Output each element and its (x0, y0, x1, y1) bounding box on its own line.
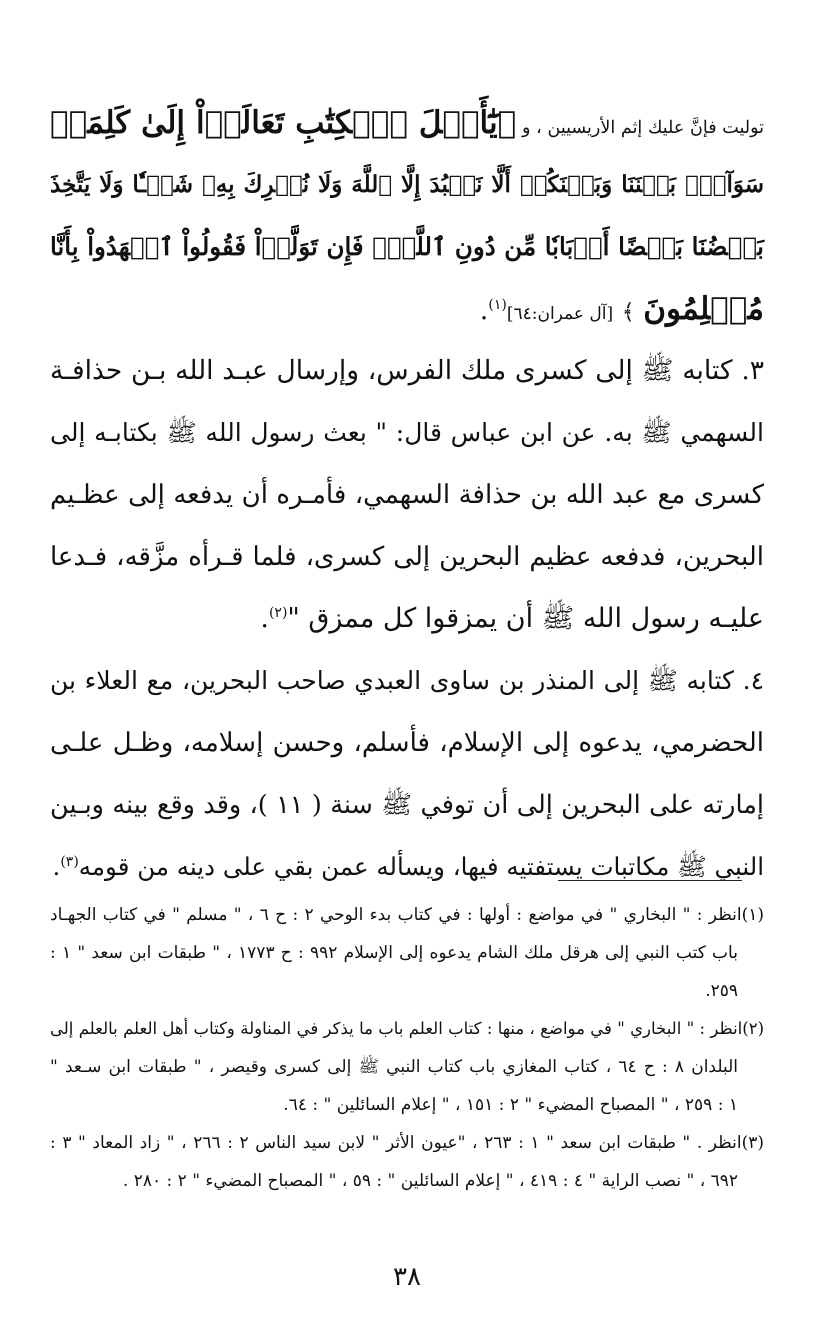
quran-verse-text: ﴿يَٰٓأَهۡلَ ٱلۡكِتَٰبِ تَعَالَوۡاْ إِلَىٰ كَلِمَةٖ (50, 105, 517, 141)
footnote-separator (558, 880, 742, 881)
line-text: عليـه رسول الله ﷺ أن يمزقوا كل ممزق " (287, 603, 764, 634)
footnote-line: البلدان ٨ : ح ٦٤ ، كتاب المغازي باب كتاب النبي ﷺ إلى كسرى وقيصر ، " طبقات ابن سـعد " (50, 1057, 738, 1077)
intro-text: توليت فإنَّ عليك إثم الأريسيين ، و (521, 118, 764, 138)
quran-verse-text: مُسۡلِمُونَ (643, 291, 764, 327)
quran-close-bracket: ﴾ (621, 300, 635, 325)
quran-verse-line: بَعۡضُنَا بَعۡضًا أَرۡبَابٗا مِّن دُونِ ٱللَّهِۚ فَإِن تَوَلَّوۡاْ فَقُولُواْ ٱشۡهَدُواْ بِأَنَّا (50, 232, 764, 261)
sentence-end: . (52, 852, 61, 881)
footnote-line: باب كتب النبي إلى هرقل ملك الشام يدعوه إلى الإسلام ٩٩٢ : ح ١٧٧٣ ، " طبقات ابن سعد " ١ : (50, 943, 738, 963)
footnote-line: (٣)انظر . " طبقات ابن سعد " ١ : ٢٦٣ ، "عيون الأثر " لابن سيد الناس ٢ : ٢٦٦ ، " زاد المعاد " ٣ : (50, 1133, 765, 1153)
page-number: ٣٨ (393, 1262, 421, 1292)
footnote-marker[interactable]: (١) (488, 297, 507, 313)
text-line: السهمي ﷺ به. عن ابن عباس قال: " بعث رسول الله ﷺ بكتابـه إلى (50, 418, 764, 447)
quran-verse-line: سَوَآءِۭ بَيۡنَنَا وَبَيۡنَكُمۡ أَلَّا نَعۡبُدَ إِلَّا ٱللَّهَ وَلَا نُشۡرِكَ بِهِۦ شَيۡـٔٗا وَلَا يَتَّخِذَ (50, 171, 764, 198)
line-text: النبي ﷺ مكاتبات يستفتيه فيها، ويسأله عمن بقي على دينه من قومه (78, 852, 764, 881)
main-text (50, 92, 764, 898)
footnote-3 (50, 1124, 764, 1200)
footnote-marker[interactable]: (٣) (60, 853, 79, 870)
sentence-end: . (260, 603, 269, 634)
text-line: ٣. كتابه ﷺ إلى كسرى ملك الفرس، وإرسال عبـد الله بـن حذافـة (50, 355, 764, 386)
footnote-1 (50, 896, 764, 1010)
footnote-line: ٢٥٩. (705, 981, 738, 1001)
text-line (50, 836, 764, 898)
text-line (50, 92, 764, 154)
verse-reference: [آل عمران:٦٤] (506, 304, 614, 324)
text-line: البحرين، فدفعه عظيم البحرين إلى كسرى، فلما قـرأه مزَّقه، فـدعا (50, 542, 764, 572)
footnotes-section (50, 896, 764, 1200)
text-line: الحضرمي، يدعوه إلى الإسلام، فأسلم، وحسن إسلامه، وظـل علـى (50, 728, 764, 758)
text-line: كسرى مع عبد الله بن حذافة السهمي، فأمـره أن يدفعه إلى عظـيم (50, 480, 764, 510)
paragraph-item-3 (50, 340, 764, 650)
text-line: ٤. كتابه ﷺ إلى المنذر بن ساوى العبدي صاحب البحرين، مع العلاء بن (50, 666, 764, 695)
sentence-end: . (479, 295, 489, 326)
footnote-line: (٢)انظر : " البخاري " في مواضع ، منها : كتاب العلم باب ما يذكر في المناولة وكتاب أهل العلم بالعلم إلى (50, 1019, 764, 1038)
text-line (50, 278, 764, 340)
paragraph-item-4 (50, 650, 764, 898)
paragraph-quran-citation (50, 92, 764, 340)
footnote-line: (١)انظر : " البخاري " في مواضع : أولها : في كتاب بدء الوحي ٢ : ح ٦ ، " مسلم " في كتاب الجهـاد (50, 905, 765, 925)
text-line: إمارته على البحرين إلى أن توفي ﷺ سنة ( ١١ )، وقد وقع بينه وبـين (50, 790, 764, 820)
footnote-line: ١ : ٢٥٩ ، " المصباح المضيء " ٢ : ١٥١ ، " إعلام السائلين " : ٦٤. (283, 1095, 738, 1115)
footnote-2 (50, 1010, 764, 1124)
footnote-marker[interactable]: (٢) (268, 605, 288, 621)
footnote-line: ٦٩٢ ، " نصب الراية " ٤ : ٤١٩ ، " إعلام السائلين " : ٥٩ ، " المصباح المضيء " ٢ : ٢٨٠ . (122, 1171, 738, 1191)
text-line (50, 588, 764, 650)
